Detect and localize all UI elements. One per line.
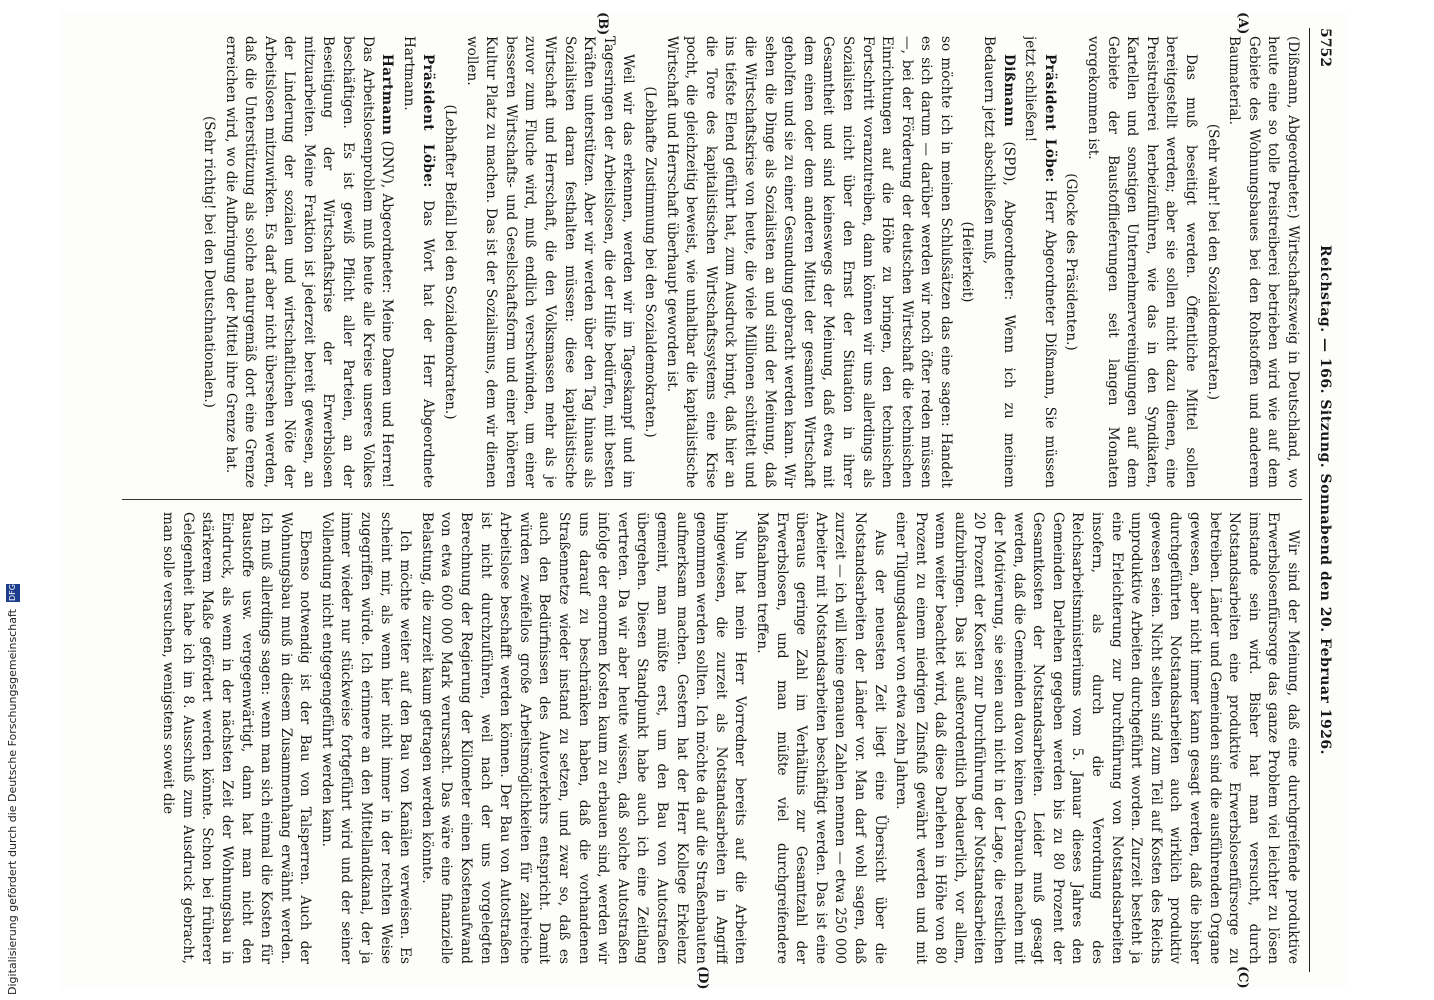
speech-text: Das Wort hat der Herr Abgeordnete Hartmann. — [400, 36, 437, 488]
interjection: (Lebhafte Zustimmung bei den Sozialdemokraten.) — [642, 86, 658, 438]
document-page — [60, 10, 1350, 990]
paragraph: so möchte ich in meinen Schlußsätzen das eine sagen: Handelt es sich darum — darüber werden wir noch öfter reden müssen —, bei der Förderung der deutschen Wirtschaft die technischen Einrichtungen auf die Höhe zu bringen, den technischen Fortschritt voranzutreiben, dann können wir uns allerdings als Sozialisten nicht über den Ernst der Situation in ihrer Gesamtheit und sind keineswegs der Meinung, daß etwa mit dem einen oder dem anderen Mittel der gesamten Wirtschaft geholfen und sie zu einer Gesundung gebracht werden kann. Wir sehen die Dinge als Sozialisten an und sind der Meinung, daß die Wirtschaftskrise von heute, die viele Millionen schüttelt und ins tiefste Elend geführt hat, zum Ausdruck bringt, daß hier an die Tore des kapitalistischen Wirtschaftssystems eine Krise pocht, die gleichzeitig beweist, wie unhaltbar die kapitalistische Wirtschaft und Herrschaft überhaupt geworden ist. — [663, 36, 954, 488]
paragraph — [979, 36, 1018, 488]
paragraph: Ich möchte weiter auf den Bau von Kanälen verweisen. Es scheint mir, als wenn hier nicht immer in der rechten Weise zugegriffen würde. Ich erinnere an den Mittellandkanal, der ja immer wieder nur stückweise fortgeführt wird und der seiner Vollendung nicht entgegengeführt werden kann. — [318, 512, 414, 964]
left-column — [102, 36, 1302, 488]
speaker-name: Präsident Löbe: — [420, 54, 437, 188]
margin-mark-c: (C) — [1235, 966, 1250, 989]
dfg-logo-icon: DFG — [6, 584, 20, 602]
paragraph: Aus der neuesten Zeit liegt eine Übersicht über die Notstandsarbeiten der Länder vor. Man darf wohl sagen, daß zurzeit — ich will keine genauen Zahlen nennen — etwa 250 000 Arbeiter mit Notstandsarbeiten beschäftigt werden. Das ist eine überaus geringe Zahl im Verhältnis zur Gesamtzahl der Erwerbslosen, und man müßte viel durchgreifendere Maßnahmen treffen. — [753, 512, 888, 964]
margin-mark-a: (A) — [1235, 12, 1250, 35]
paragraph — [220, 36, 396, 488]
page-number: 5752 — [1317, 28, 1333, 67]
paragraph: Ebenso notwendig ist der Bau von Talsperren. Auch der Wohnungsbau muß in diesem Zusammenhang erwähnt werden. Ich muß allerdings sagen: wenn man sich einmal die Kosten für Baustoffe usw. vergegenwärtigt, dann hat man nicht den Eindruck, als wenn in der nächsten Zeit der Wohnungsbau in stärkerem Maße gefördert werden könnte. Schon bei früherer Gelegenheit habe ich im 8. Ausschuß zum Ausdruck gebracht, man solle versuchen, wenigstens soweit die — [160, 512, 314, 964]
column-divider — [122, 499, 1302, 500]
speaker-name: Dißmann — [1000, 54, 1017, 128]
right-column — [102, 512, 1302, 964]
paragraph: (Dißmann, Abgeordneter.) Wirtschaftszweig in Deutschland, wo heute eine so tolle Preistreiberei betrieben wird wie auf dem Gebiete des Wohnungsbaues bei den Rohstoffen und anderem Baumaterial. — [1226, 36, 1301, 488]
paragraph: Weil wir das erkennen, werden wir im Tageskampf und im Tagesringen der Arbeitslosen, die der Hilfe bedürfen, mit besten Kräften unterstützen. Aber wir werden über den Tag hinaus als Sozialisten daran festhalten müssen: diese kapitalistische Wirtschaft und Herrschaft, die den Volksmassen mehr als je zuvor zum Fluche wird, muß endlich verschwinden, um einer besseren Wirtschafts- und Gesellschaftsform und einer höheren Kultur Platz zu machen. Das ist der Sozialismus, dem wir dienen wollen. — [463, 36, 637, 488]
interjection: (Glocke des Präsidenten.) — [1063, 173, 1080, 351]
interjection: (Heiterkeit) — [959, 221, 976, 303]
speech-text: (SPD), Abgeordneter: Wenn ich zu meinem Bedauern jetzt abschließen muß, — [981, 36, 1017, 488]
paragraph — [398, 36, 437, 488]
interjection: (Sehr richtig! bei den Deutschnationalen.) — [200, 116, 217, 408]
paragraph: Das muß beseitigt werden. Öffentliche Mittel sollen bereitgestellt werden; aber sie sollen nicht dazu dienen, eine Preistreiberei herbeizuführen, wie das in den Syndikaten, Kartellen und sonstigen Unternehmervereinigungen auf dem Gebiete der Baustofflieferungen seit langen Monaten vorgekommen ist. — [1085, 36, 1200, 488]
margin-mark-b: (B) — [595, 12, 610, 36]
paragraph: Wir sind der Meinung, daß eine durchgreifende produktive Erwerbslosenfürsorge das ganze Problem viel leichter zu lösen imstande sein wird. Bisher hat man versucht, durch Notstandsarbeiten eine produktive Erwerbslosenfürsorge zu betreiben. Länder und Gemeinden sind die ausführenden Organe gewesen, aber nicht immer kann gesagt werden, daß die bisher durchgeführten Notstandsarbeiten auch wirklich produktiv gewesen seien. Nicht selten sind zum Teil auf Kosten des Reichs unproduktive Arbeiten durchgeführt worden. Zurzeit besteht ja eine Erleichterung zur Durchführung von Notstandsarbeiten insofern, als durch die Verordnung des Reichsarbeitsministeriums vom 5. Januar dieses Jahres den Gemeinden Darlehen gegeben werden bis zu 80 Prozent der Gesamtkosten der Notstandsarbeiten. Leider muß gesagt werden, daß die Gemeinden davon keinen Gebrauch machen mit der Motivierung, sie seien auch nicht in der Lage, die restlichen 20 Prozent der Kosten zur Durchführung der Notstandsarbeiten aufzubringen. Das ist außerordentlich bedauerlich, vor allem, wenn weiter beachtet wird, daß diese Darlehen in Höhe von 80 Prozent zu einem niedrigen Zinsfuß gewährt werden und mit einer Tilgungsdauer von etwa zehn Jahren. — [893, 512, 1301, 964]
page-header — [1309, 28, 1336, 972]
speaker-name: Hartmann — [379, 54, 396, 136]
page-title: Reichstag. — 166. Sitzung. Sonnabend den 20. Februar 1926. — [1317, 244, 1333, 756]
margin-mark-d: (D) — [695, 966, 710, 990]
interjection: (Lebhafter Beifall bei den Sozialdemokraten.) — [442, 104, 459, 420]
speech-text: (DNV), Abgeordneter: Meine Damen und Herren! Das Arbeitslosenproblem muß heute alle Kreise unseres Volkes beschäftigen. Es ist gewiß Pflicht aller Parteien, an der Beseitigung der Wirtschaftskrise der Erwerbslosen mitzuarbeiten. Meine Fraktion ist jederzeit bereit gewesen, an der Linderung der sozialen und wirtschaftlichen Nöte der Arbeitslosen mitzuwirken. Es darf aber nicht übersehen werden, daß die Unterstützung als solche naturgemäß dort eine Grenze erreichen wird, wo die Aufbringung der Mittel ihre Grenze hat. — [222, 36, 396, 488]
speech-text: Herr Abgeordneter Dißmann, Sie müssen jetzt schließen! — [1022, 36, 1058, 488]
interjection: (Sehr wahr! bei den Sozialdemokraten.) — [1204, 123, 1221, 401]
digitization-credit — [6, 584, 20, 995]
paragraph — [1020, 36, 1059, 488]
credit-text: Digitalisierung gefördert durch die Deutsche Forschungsgemeinschaft — [6, 609, 19, 995]
speaker-name: Präsident Löbe: — [1041, 54, 1058, 183]
paragraph: Nun hat mein Herr Vorredner bereits auf die Arbeiten hingewiesen, die zurzeit als Notstandsarbeiten in Angriff genommen werden sollten. Ich möchte da auf die Straßenbauten aufmerksam machen. Gestern hat der Herr Kollege Erkelenz gemeint, man müßte erst, um den Bau von Autostraßen übergehen. Diesen Standpunkt habe auch ich eine Zeitlang vertreten. Da wir aber heute wissen, daß solche Autostraßen infolge der enormen Kosten kaum zu erbauen sind, werden wir uns darauf zu beschränken haben, daß die vorhandenen Straßennetze wieder instand zu setzen, und zwar so, daß es auch den Bedürfnissen des Autoverkehrs entspricht. Damit würden zweifellos große Arbeitsmöglichkeiten für zahlreiche Arbeitslose beschafft werden können. Der Bau von Autostraßen ist nicht durchzuführen, weil nach der uns vorgelegten Berechnung der Regierung der Kilometer einen Kostenaufwand von etwa 600 000 Mark verursacht. Das wäre eine finanzielle Belastung, die zurzeit kaum getragen werden könnte. — [418, 512, 749, 964]
